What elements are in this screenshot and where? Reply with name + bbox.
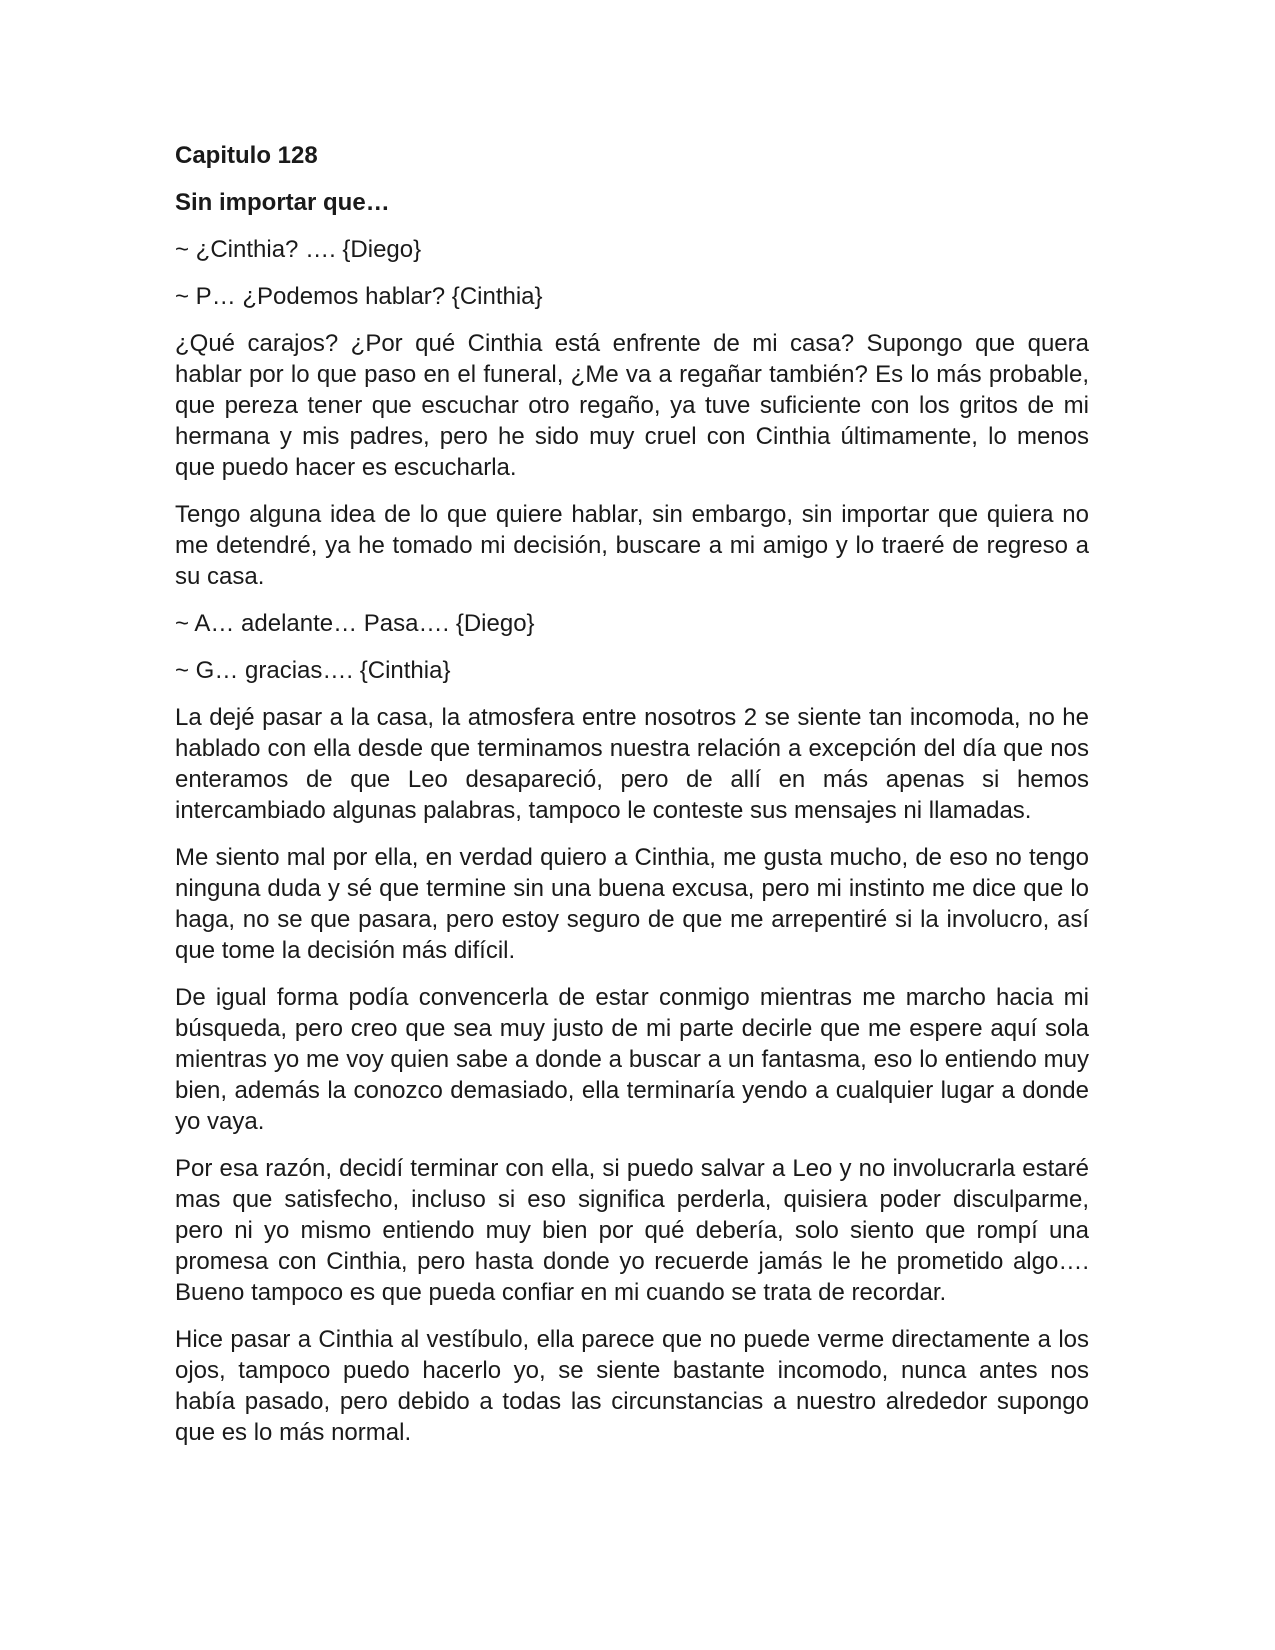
paragraph: Tengo alguna idea de lo que quiere hablar, sin embargo, sin importar que quiera no me detendré, ya he tomado mi decisión, buscare a mi amigo y lo traeré de regreso a su casa. xyxy=(175,501,1089,590)
paragraph: Hice pasar a Cinthia al vestíbulo, ella parece que no puede verme directamente a los ojos, tampoco puedo hacerlo yo, se siente bastante incomodo, nunca antes nos había pasado, pero debido a todas las circunstancias a nuestro alrededor supongo que es lo más normal. xyxy=(175,1326,1089,1446)
paragraph: ¿Qué carajos? ¿Por qué Cinthia está enfrente de mi casa? Supongo que quera hablar por lo que paso en el funeral, ¿Me va a regañar también? Es lo más probable, que pereza tener que escuchar otro regaño, ya tuve suficiente con los gritos de mi hermana y mis padres, pero he sido muy cruel con Cinthia últimamente, lo menos que puedo hacer es escucharla. xyxy=(175,330,1089,481)
dialogue-line: ~ P… ¿Podemos hablar? {Cinthia} xyxy=(175,283,543,310)
chapter-title: Capitulo 128 xyxy=(175,142,318,169)
document-page xyxy=(175,140,1089,1464)
paragraph: La dejé pasar a la casa, la atmosfera entre nosotros 2 se siente tan incomoda, no he hablado con ella desde que terminamos nuestra relación a excepción del día que nos enteramos de que Leo desapareció, pero de allí en más apenas si hemos intercambiado algunas palabras, tampoco le conteste sus mensajes ni llamadas. xyxy=(175,704,1089,824)
paragraph: Por esa razón, decidí terminar con ella, si puedo salvar a Leo y no involucrarla estaré mas que satisfecho, incluso si eso significa perderla, quisiera poder disculparme, pero ni yo mismo entiendo muy bien por qué debería, solo siento que rompí una promesa con Cinthia, pero hasta donde yo recuerde jamás le he prometido algo…. Bueno tampoco es que pueda confiar en mi cuando se trata de recordar. xyxy=(175,1155,1089,1306)
paragraph: De igual forma podía convencerla de estar conmigo mientras me marcho hacia mi búsqueda, pero creo que sea muy justo de mi parte decirle que me espere aquí sola mientras yo me voy quien sabe a donde a buscar a un fantasma, eso lo entiendo muy bien, además la conozco demasiado, ella terminaría yendo a cualquier lugar a donde yo vaya. xyxy=(175,984,1089,1135)
dialogue-line: ~ A… adelante… Pasa…. {Diego} xyxy=(175,610,535,637)
dialogue-line: ~ G… gracias…. {Cinthia} xyxy=(175,657,451,684)
paragraph: Me siento mal por ella, en verdad quiero a Cinthia, me gusta mucho, de eso no tengo ninguna duda y sé que termine sin una buena excusa, pero mi instinto me dice que lo haga, no se que pasara, pero estoy seguro de que me arrepentiré si la involucro, así que tome la decisión más difícil. xyxy=(175,844,1089,964)
dialogue-line: ~ ¿Cinthia? …. {Diego} xyxy=(175,236,422,263)
chapter-subtitle: Sin importar que… xyxy=(175,189,390,216)
